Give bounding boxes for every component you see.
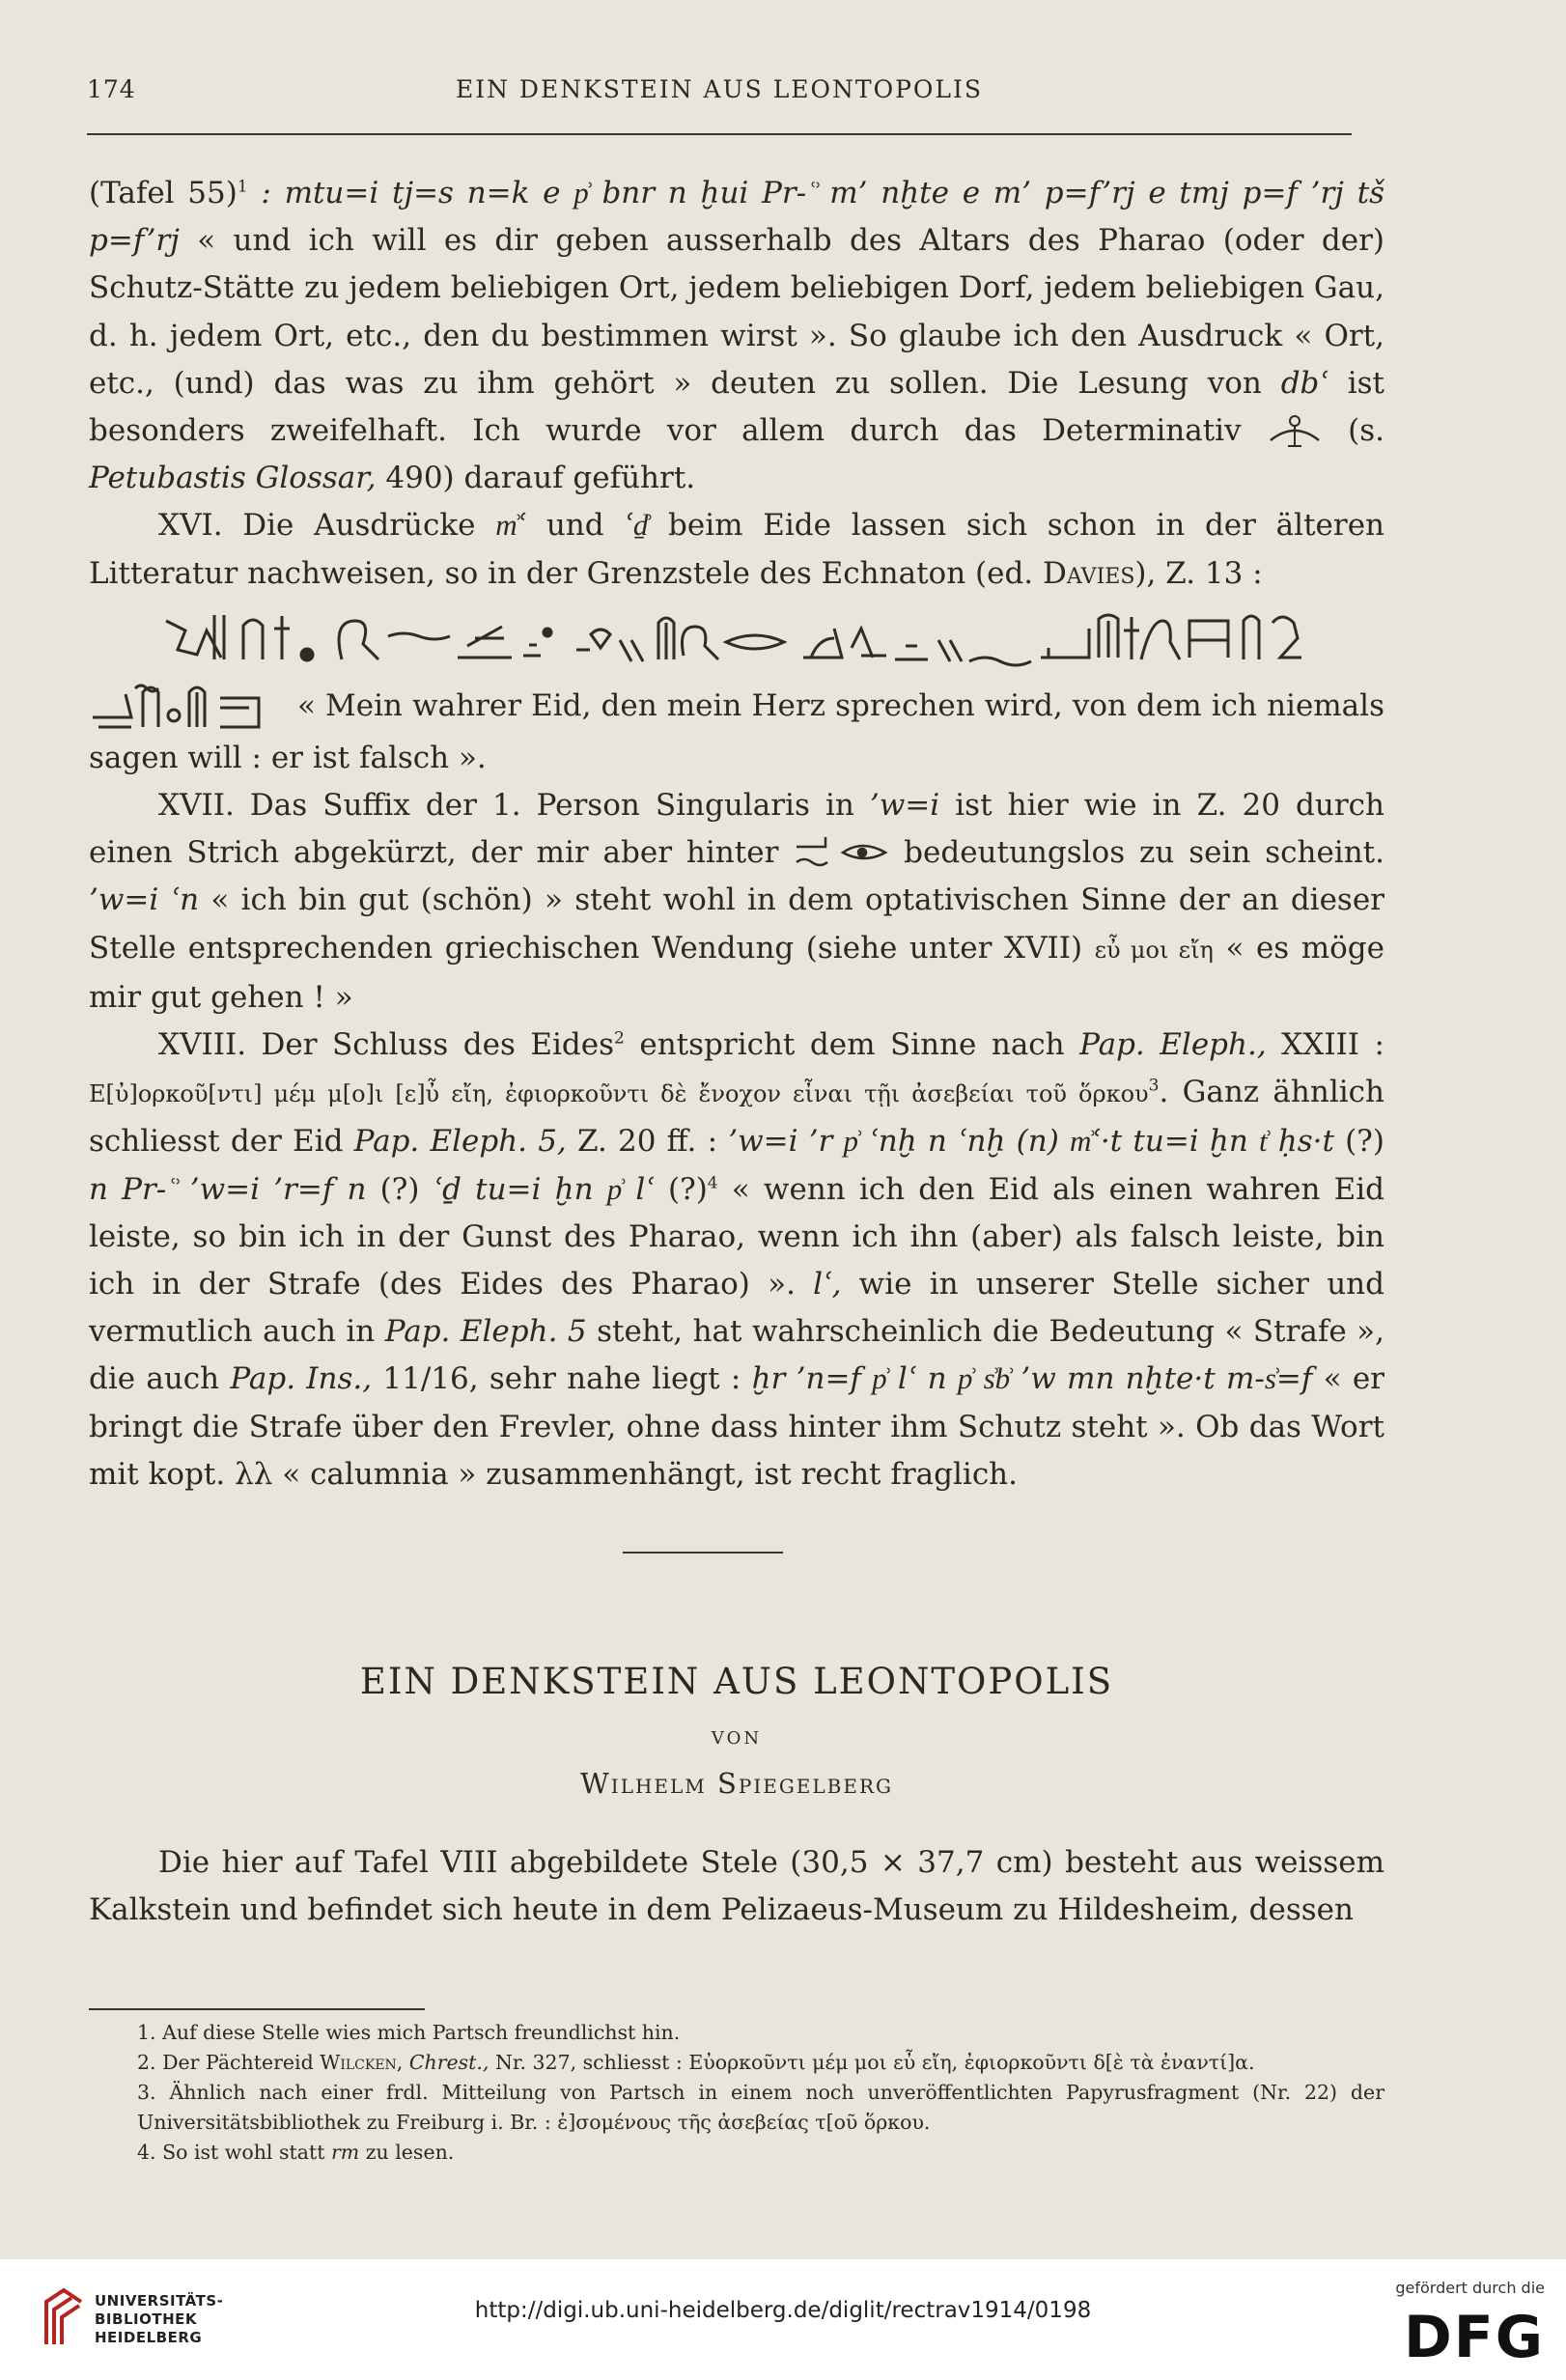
university-library-name: UNIVERSITÄTS- BIBLIOTHEK HEIDELBERG [95, 2292, 224, 2346]
footnote-3: 3. Ähnlich nach einer frdl. Mitteilung von Partsch in einem noch unveröffentlichten Papyrusfragment (Nr. 22) der Universitätsbibliothek zu Freiburg i. Br. : ἐ]σομένους τῆς ἀσεβείας τ[οῦ ὅρκου. [137, 2081, 1384, 2134]
article-paragraph: Die hier auf Tafel VIII abgebildete Stele (30,5 × 37,7 cm) besteht aus weissem Kalkstein und befindet sich heute in dem Pelizaeus-Museum zu Hildesheim, dessen [89, 1845, 1384, 1927]
paragraph-xvii: XVII. Das Suffix der 1. Person Singularis in ’w=i ist hier wie in Z. 20 durch einen Strich abgekürzt, der mir aber hinter bedeutungslos zu sein scheint. ’w=i ʿn « ich bin gut (schön) » steht wohl in dem optativischen Sinne der an dieser Stelle entsprechenden griechischen Wendung (siehe unter XVII) εὖ μοι εἴη « es möge mir gut gehen ! » [89, 788, 1384, 1015]
funder-caption: gefördert durch die [1395, 2279, 1545, 2297]
article-body [89, 1839, 1384, 1934]
footnote-ref: 1 [237, 177, 248, 197]
footnote-ref: 2 [614, 1028, 625, 1049]
section-divider [623, 1552, 783, 1554]
viewer-footer [0, 2259, 1566, 2380]
article-byline-von: VON [711, 1728, 763, 1749]
footnote-2: 2. Der Pächtereid Wilcken, Chrest., Nr. 327, schliesst : Εὐορκοῦντι μέμ μοι εὖ εἴη, ἐφιορκοῦντι δ[ὲ τὰ ἐναντί]α. [137, 2051, 1255, 2074]
footnote-ref: 3 [1148, 1076, 1160, 1096]
paragraph-xviii: XVIII. Der Schluss des Eides$^2$ entspricht dem Sinne nach Pap. Eleph., XXIII : Ε[ὐ]ορκοῦ[ντι] μέμ μ[ο]ι [ε]ὖ εἴη, ἐφιορκοῦντι δὲ ἔνοχον εἶναι τῇι ἀσεβείαι τοῦ ὅρκου$^3$. Ganz ähnlich schliesst der Eid Pap. Eleph. 5, Z. 20 ff. : ’w=i ’r p͗ ʿnḫ n ʿnḫ (n) m͗ʿ·t tu=i ḫn t͗ ḥs·t (?) n Pr-ʿ͗ ’w=i ’r=f n (?) ʿḏ tu=i ḫn p͗ lʿ (?)$^4$ « wenn ich den Eid als einen wahren Eid leiste, so bin ich in der Gunst des Pharao, wenn ich ihn (aber) als falsch leiste, bin ich in der Strafe (des Eides des Pharao) ». lʿ, wie in unserer Stelle sicher und vermutlich auch in Pap. Eleph. 5 steht, hat wahrscheinlich die Bedeutung « Strafe », die auch Pap. Ins., 11/16, sehr nahe liegt : ḫr ’n=f p͗ lʿ n p͗ s͗b͗ ’w mn nḫte·t m-s͗=f « er bringt die Strafe über den Frevler, ohne dass hinter ihm Schutz steht ». Ob das Wort mit kopt. λλ « calumnia » zusammenhängt, ist recht fraglich. [89, 1027, 1385, 1492]
article-author: Wilhelm Spiegelberg [579, 1767, 894, 1800]
footnote-ref: 4 [707, 1173, 718, 1193]
running-head [87, 75, 1352, 114]
page-number: 174 [87, 75, 136, 103]
permalink-url[interactable]: http://digi.ub.uni-heidelberg.de/diglit/rectrav1914/0198 [474, 2298, 1092, 2323]
article-title: EIN DENKSTEIN AUS LEONTOPOLIS [359, 1661, 1114, 1702]
determinative-glyph-icon [1267, 411, 1323, 448]
footnote-4: 4. So ist wohl statt rm zu lesen. [137, 2141, 455, 2164]
paragraph-xv-continued: (Tafel 55)$^1$ : mtu=i tj=s n=k e p͗ bnr n ḫui Pr-ʿ͗ m’ nḫte e m’ p=f’rj e tmj p=f ’rj tš p=f’rj « und ich will es dir geben ausserhalb des Altars des Pharao (oder der) Schutz-Stätte zu jedem beliebigen Ort, jedem beliebigen Dorf, jedem beliebigen Gau, d. h. jedem Ort, etc., den du bestimmen wirst ». So glaube ich den Ausdruck « Ort, etc., (und) das was zu ihm gehört » deuten zu sollen. Die Lesung von dbʿ ist besonders zweifelhaft. Ich wurde vor allem durch das Determinativ (s. Petubastis Glossar, 490) darauf geführt. [89, 176, 1385, 496]
footnote-rule [89, 2008, 425, 2010]
hieroglyph-inline-icon [89, 679, 292, 735]
running-title: EIN DENKSTEIN AUS LEONTOPOLIS [455, 75, 984, 103]
footnotes [89, 2018, 1384, 2168]
body-text [89, 170, 1384, 1498]
hieroglyph-line [89, 602, 1384, 679]
footnote-1: 1. Auf diese Stelle wies mich Partsch freundlichst hin. [137, 2021, 681, 2044]
paragraph-xvi: XVI. Die Ausdrücke m͗ʿ und ʿḏ͗ beim Eide lassen sich schon in der älteren Litteratur nachweisen, so in der Grenzstele des Echnaton (ed. Davies), Z. 13 : [89, 508, 1385, 591]
hieroglyph-inscription-icon [89, 602, 1384, 677]
header-rule [87, 133, 1352, 135]
dfg-logo: DFG [1403, 2304, 1545, 2371]
paragraph-xvi-translation: « Mein wahrer Eid, den mein Herz sprechen wird, von dem ich niemals sagen will : er ist falsch ». [89, 679, 1384, 782]
eye-glyph-icon [793, 833, 889, 870]
university-library-logo-icon [39, 2284, 87, 2352]
